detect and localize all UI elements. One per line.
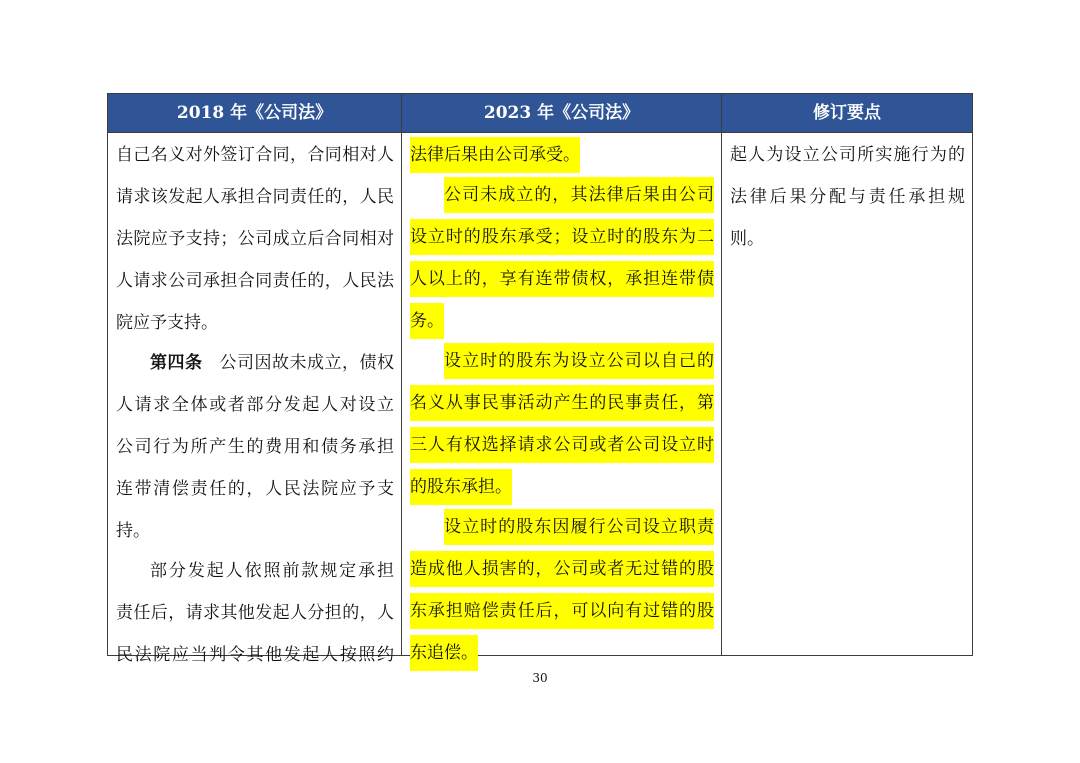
header-2023-law: 2023 年《公司法》 [402, 94, 722, 132]
highlighted-text: 设立时的股东因履行公司设立职责 [444, 509, 714, 545]
text-line [116, 471, 394, 511]
text-line [730, 219, 965, 259]
text-line [410, 135, 714, 175]
paragraph [410, 177, 714, 341]
line-text: 公司行为所产生的费用和债务承担 [116, 437, 394, 457]
paragraph [116, 345, 394, 551]
text-line [730, 137, 965, 177]
header-2018-law: 2018 年《公司法》 [108, 94, 402, 132]
text-line [410, 343, 714, 383]
text-line [410, 385, 714, 425]
text-line [116, 221, 394, 261]
cell-revision-points [722, 133, 972, 655]
highlighted-text: 名义从事民事活动产生的民事责任，第 [410, 385, 714, 421]
text-line [116, 387, 394, 427]
highlighted-text: 三人有权选择请求公司或者公司设立时 [410, 427, 714, 463]
text-line [730, 179, 965, 219]
law-comparison-table [107, 93, 973, 665]
line-text: 部分发起人依照前款规定承担 [150, 561, 394, 581]
highlighted-text: 东追偿。 [410, 635, 478, 671]
highlighted-text: 东承担赔偿责任后，可以向有过错的股 [410, 593, 714, 629]
text-line [410, 427, 714, 467]
line-text: 则。 [730, 229, 764, 249]
line-text: 持。 [116, 521, 150, 541]
paragraph [410, 135, 714, 175]
text-line [116, 179, 394, 219]
text-line [410, 509, 714, 549]
text-line [116, 553, 394, 593]
highlighted-text: 法律后果由公司承受。 [410, 137, 580, 173]
line-text: 法院应予支持；公司成立后合同相对 [116, 229, 394, 249]
paragraph [116, 137, 394, 343]
highlighted-text: 务。 [410, 303, 444, 339]
paragraph [410, 343, 714, 507]
text-line [410, 593, 714, 633]
line-text: 法律后果分配与责任承担规 [730, 187, 965, 207]
text-line [116, 511, 394, 551]
highlighted-text: 造成他人损害的，公司或者无过错的股 [410, 551, 714, 587]
text-line [410, 219, 714, 259]
line-text [150, 345, 394, 381]
table-header-row [108, 94, 972, 133]
text-line [410, 261, 714, 301]
line-text: 人请求公司承担合同责任的，人民法 [116, 271, 394, 291]
cell-2018-law [108, 133, 402, 665]
page-number: 30 [532, 671, 548, 685]
highlighted-text: 公司未成立的，其法律后果由公司 [444, 177, 714, 213]
text-line [116, 137, 394, 177]
text-line [116, 429, 394, 469]
text-line [410, 301, 714, 341]
paragraph [410, 509, 714, 673]
highlighted-text: 设立时的股东为设立公司以自己的 [444, 343, 714, 379]
article-label: 第四条 [150, 353, 203, 373]
line-text: 院应予支持。 [116, 313, 218, 333]
highlighted-text: 设立时的股东承受；设立时的股东为二 [410, 219, 714, 255]
article-text: 公司因故未成立，债权 [219, 353, 394, 373]
line-text: 起人为设立公司所实施行为的 [730, 145, 965, 165]
line-text: 连带清偿责任的，人民法院应予支 [116, 479, 394, 499]
cell-2023-law [402, 133, 722, 663]
text-line [410, 633, 714, 673]
line-text: 请求该发起人承担合同责任的，人民 [116, 187, 394, 207]
line-text: 自己名义对外签订合同，合同相对人 [116, 145, 394, 165]
line-text: 民法院应当判令其他发起人按照约 [116, 645, 394, 665]
text-line [116, 263, 394, 303]
text-line [410, 467, 714, 507]
table-row [108, 133, 972, 665]
text-line [410, 177, 714, 217]
paragraph [730, 137, 965, 259]
highlighted-text: 的股东承担。 [410, 469, 512, 505]
text-line [116, 595, 394, 635]
text-line [410, 551, 714, 591]
paragraph [116, 553, 394, 677]
highlighted-text: 人以上的，享有连带债权，承担连带债 [410, 261, 714, 297]
line-text: 责任后，请求其他发起人分担的，人 [116, 603, 394, 623]
text-line [116, 303, 394, 343]
text-line [116, 345, 394, 385]
line-text: 人请求全体或者部分发起人对设立 [116, 395, 394, 415]
header-revision-points: 修订要点 [813, 103, 881, 123]
